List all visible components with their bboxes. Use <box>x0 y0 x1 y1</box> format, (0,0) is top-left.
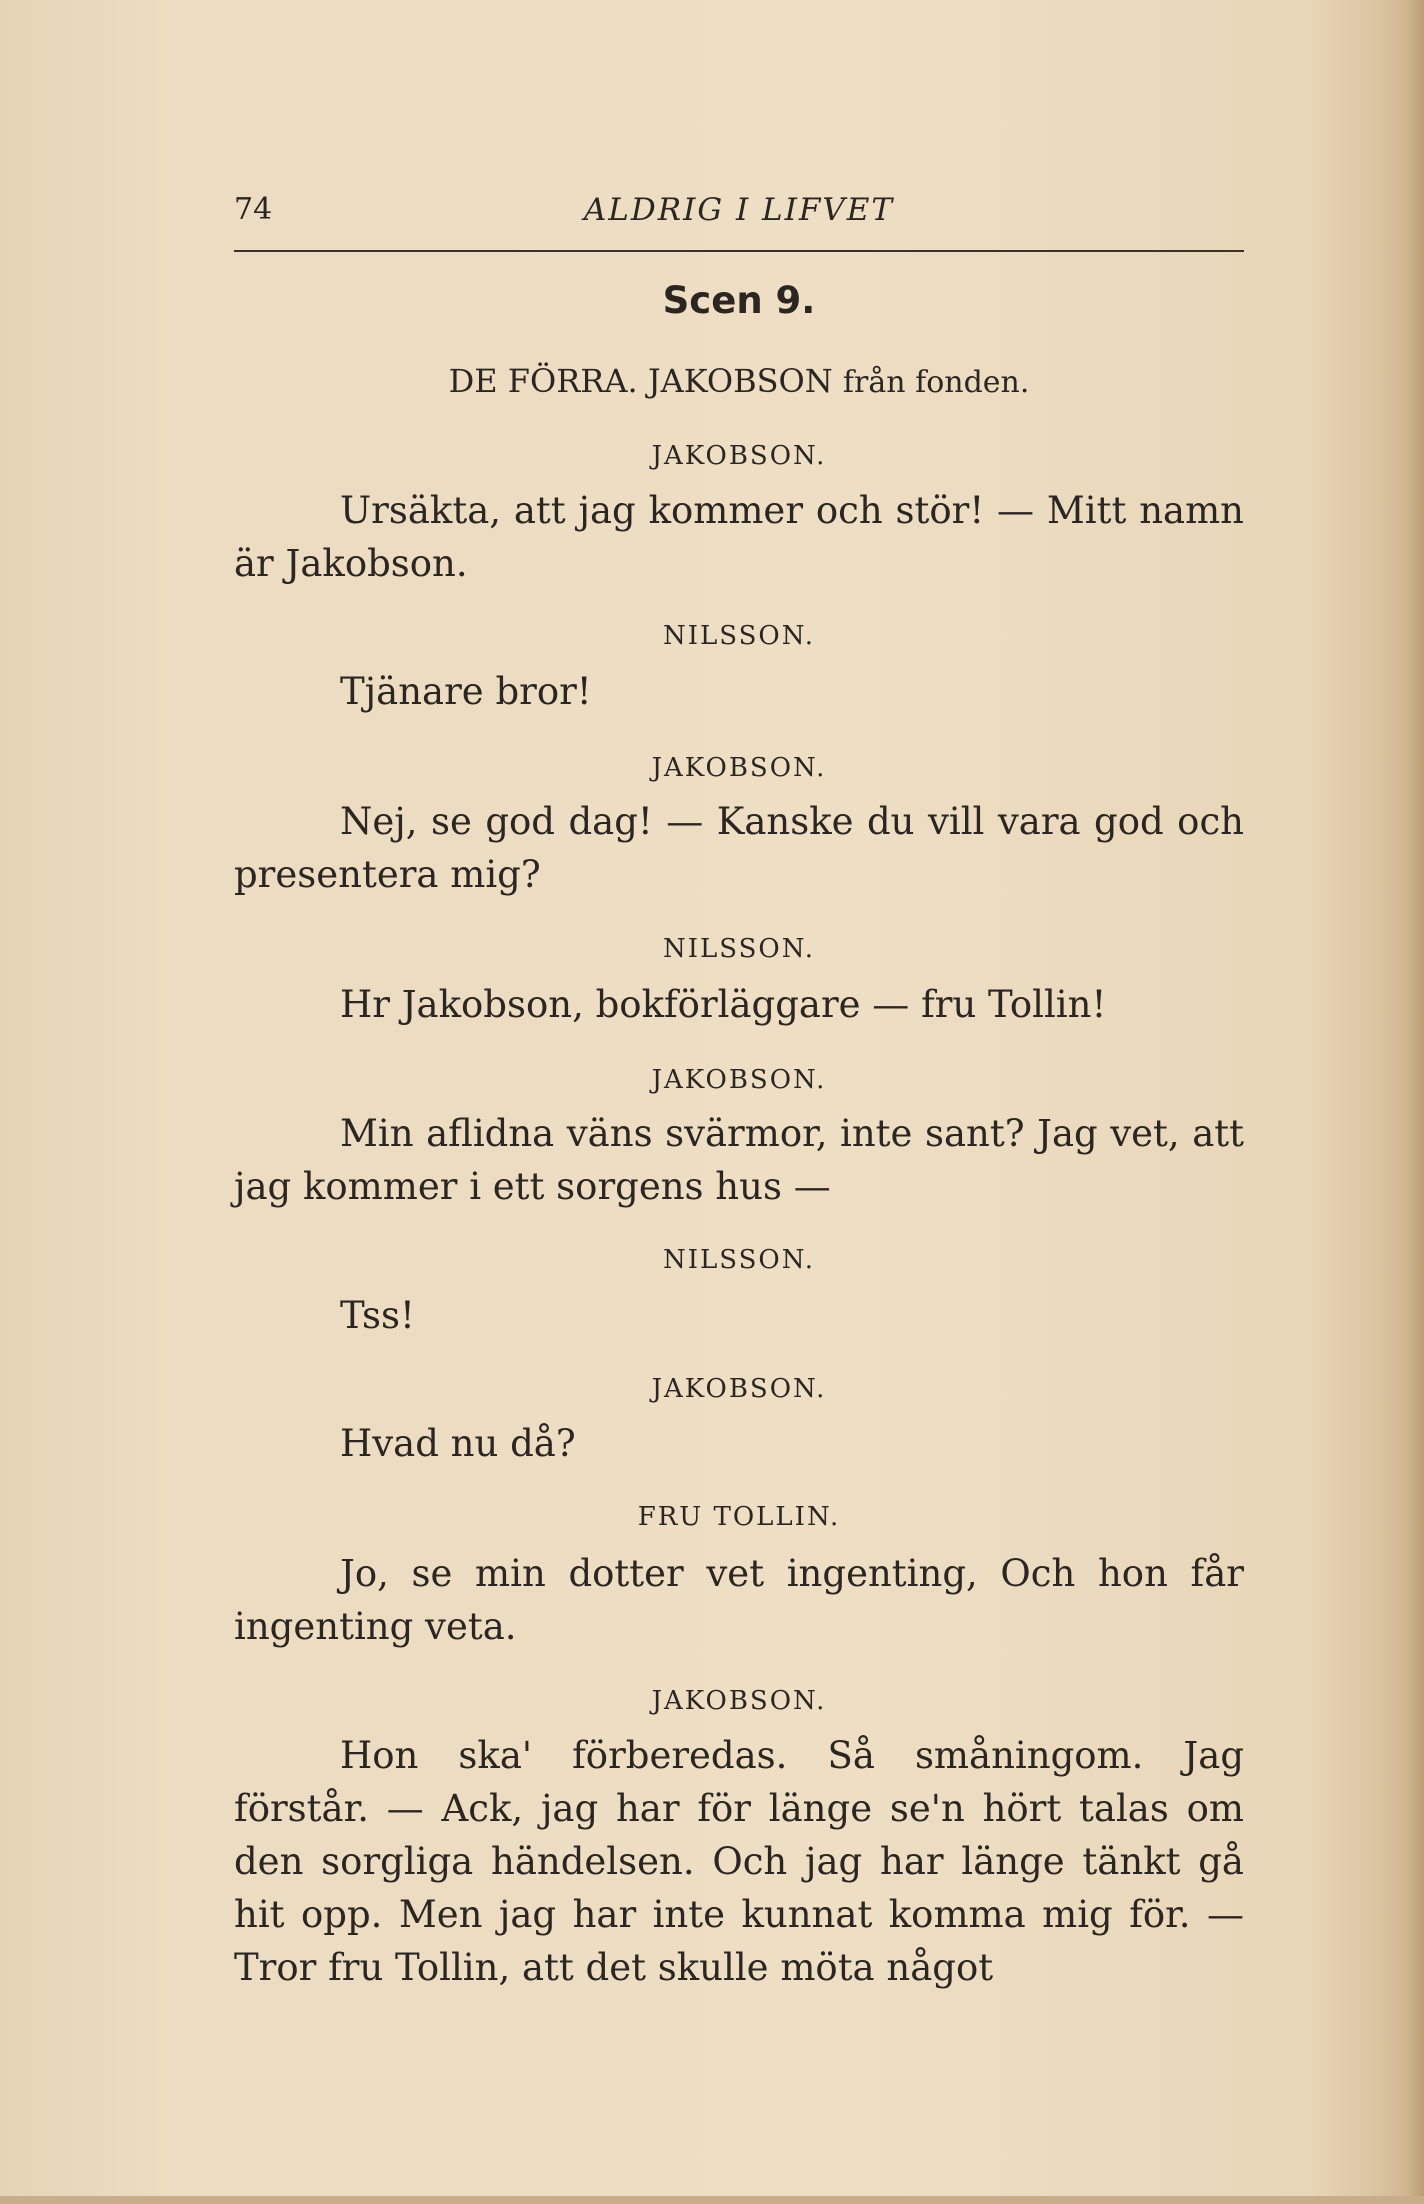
stage-direction-names: DE FÖRRA. JAKOBSON <box>448 362 833 400</box>
speaker-label: JAKOBSON. <box>651 1686 827 1716</box>
speech-text: Hon ska' förberedas. Så småningom. Jag förstår. — Ack, jag har för länge se'n hört talas om den sorgliga händelsen. Och jag har länge tänkt gå hit opp. Men jag har inte kunnat komma mig för. — Tror fru Tollin, att det skulle möta något <box>234 1734 1244 1989</box>
stage-direction-note: från fonden. <box>842 365 1030 400</box>
running-header <box>234 192 1244 242</box>
speech-text: Ursäkta, att jag kommer och stör! — Mitt namn är Jakobson. <box>234 489 1244 585</box>
speech-text: Hvad nu då? <box>340 1422 576 1465</box>
speech-text: Tss! <box>340 1294 415 1337</box>
page-edge-right <box>1408 0 1424 2204</box>
speech-text: Hr Jakobson, bokförläggare — fru Tollin! <box>340 983 1107 1026</box>
stage-direction <box>234 362 1244 400</box>
speaker-label: JAKOBSON. <box>651 1065 827 1095</box>
speech-text: Tjänare bror! <box>340 670 592 713</box>
speaker-label: NILSSON. <box>662 934 816 964</box>
running-title: ALDRIG I LIFVET <box>583 192 895 228</box>
speech-text: Jo, se min dotter vet ingenting, Och hon får ingenting veta. <box>234 1552 1244 1648</box>
speech-text: Nej, se god dag! — Kanske du vill vara god och presentera mig? <box>234 800 1244 896</box>
speaker-label: NILSSON. <box>662 621 816 651</box>
speaker-label: NILSSON. <box>662 1245 816 1275</box>
speech-text: Min aflidna väns svärmor, inte sant? Jag vet, att jag kommer i ett sorgens hus — <box>234 1112 1244 1208</box>
speaker-label: JAKOBSON. <box>651 441 827 471</box>
speaker-label: JAKOBSON. <box>651 753 827 783</box>
speaker-label: FRU TOLLIN. <box>637 1502 841 1532</box>
speaker-label: JAKOBSON. <box>651 1374 827 1404</box>
header-rule <box>234 250 1244 252</box>
scene-title: Scen 9. <box>662 279 816 322</box>
page-number: 74 <box>234 192 273 227</box>
page-edge-bottom <box>0 2196 1424 2204</box>
